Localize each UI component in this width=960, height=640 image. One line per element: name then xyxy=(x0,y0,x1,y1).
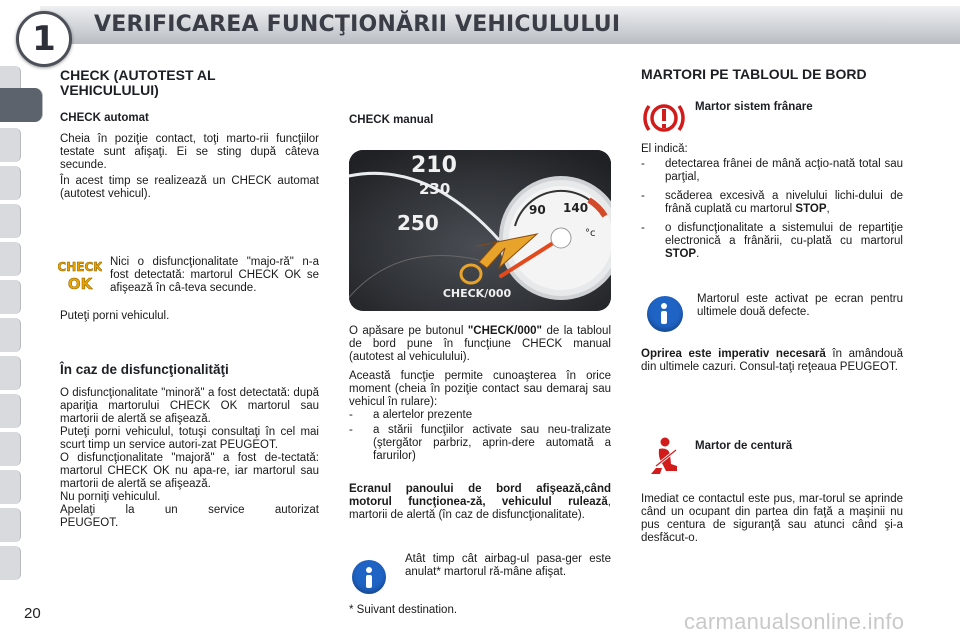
footnote: * Suivant destination. xyxy=(349,604,458,616)
malfunction-paragraph: Nu porniţi vehiculul. xyxy=(60,491,161,503)
chapter-tab[interactable] xyxy=(0,128,21,162)
chapter-number-badge: 1 xyxy=(16,11,72,67)
page-title: VERIFICAREA FUNCŢIONĂRII VEHICULULUI xyxy=(94,12,621,37)
malfunction-paragraph: O disfuncţionalitate "majoră" a fost de-tectată: martorul CHECK OK nu apa-re, iar martorul sau martorii de alertă se afişează. xyxy=(60,452,319,490)
check-button-label: CHECK/000 xyxy=(442,287,512,300)
seatbelt-icon xyxy=(646,436,682,476)
temp-label: 90 xyxy=(529,203,546,217)
info-icon xyxy=(352,560,386,594)
screen-alert-bold: Ecranul panoului de bord afişează,când motorul funcţionea-ză, vehiculul rulează xyxy=(349,483,611,508)
speed-label: 210 xyxy=(411,153,457,178)
check-ok-text: Nici o disfuncţionalitate "majo-ră" n-a fost detectată: martorul CHECK OK se afişează în câ-teva secunde. xyxy=(110,256,319,294)
chapter-tab[interactable] xyxy=(0,242,21,276)
press-button-name: "CHECK/000" xyxy=(467,325,543,337)
brake-warning-title: Martor sistem frânare xyxy=(695,101,813,113)
check-ok-icon xyxy=(58,256,102,292)
chapter-tab[interactable] xyxy=(0,432,21,466)
function-list-item: - a alertelor prezente xyxy=(349,409,473,421)
brake-condition-item: - detectarea frânei de mână acţio-nată total sau parţial, xyxy=(641,158,903,183)
chapter-tab-active[interactable] xyxy=(0,88,43,122)
malfunction-heading: În caz de disfuncţionalităţi xyxy=(60,362,229,377)
airbag-note: Atât timp cât airbag-ul pasa-ger este anulat* martorul ră-mâne afişat. xyxy=(405,553,611,578)
temp-unit-label: °c xyxy=(585,228,596,239)
dashboard-warnings-heading: MARTORI PE TABLOUL DE BORD xyxy=(641,66,867,82)
brake-condition-item: - o disfuncţionalitate a sistemului de repartiţie electronică a frânării, cu-plată cu martorul STOP. xyxy=(641,222,903,260)
watermark: carmanualsonline.info xyxy=(684,609,905,634)
indicates-label: El indică: xyxy=(641,143,688,155)
chapter-tab[interactable] xyxy=(0,280,21,314)
screen-alert-paragraph xyxy=(349,483,611,522)
info-icon xyxy=(647,296,683,332)
seatbelt-warning-title: Martor de centură xyxy=(695,440,793,452)
brake-warning-icon xyxy=(642,98,686,138)
check-button-paragraph xyxy=(349,325,611,364)
brake-conditions-list xyxy=(641,158,903,261)
seatbelt-warning-text: Imediat ce contactul este pus, mar-torul se aprinde când un ocupant din partea din faţă a maşinii nu pus centura de siguranţă sau atunci când şi-a desfăcut-o. xyxy=(641,493,903,544)
malfunction-paragraph: O disfuncţionalitate "minoră" a fost detectată: după apariţia martorului CHECK OK martorul sau martorii de alertă se afişează. xyxy=(60,387,319,425)
check-automat-title: CHECK automat xyxy=(60,112,149,124)
chapter-tab[interactable] xyxy=(0,318,21,352)
screen-alert-rest: , martorii de alertă (în caz de disfuncţionalitate). xyxy=(349,496,611,521)
chapter-tab[interactable] xyxy=(0,166,21,200)
speed-label: 250 xyxy=(397,211,439,235)
chapter-tab[interactable] xyxy=(0,546,21,580)
check-autotest-heading: CHECK (AUTOTEST AL VEHICULULUI) xyxy=(60,67,216,98)
warning-activation-note: Martorul este activat pe ecran pentru ultimele două defecte. xyxy=(697,293,903,318)
press-suffix: de la tabloul de bord pune în funcţiune CHECK manual (autotest al vehiculului). xyxy=(349,325,611,363)
brake-condition-item: - scăderea excesivă a nivelului lichi-dului de frână cuplată cu martorul STOP, xyxy=(641,190,903,215)
chapter-tab[interactable] xyxy=(0,508,21,542)
dashboard-gauge-image xyxy=(349,150,611,311)
check-ok-icon-line-2: OK xyxy=(67,275,93,292)
temp-label: 140 xyxy=(563,201,589,215)
chapter-tab[interactable] xyxy=(0,470,21,504)
press-prefix: O apăsare pe butonul xyxy=(349,325,468,337)
chapter-tab[interactable] xyxy=(0,204,21,238)
malfunction-paragraph: Puteţi porni vehiculul, totuşi consultaţi în cel mai scurt timp un service autori-zat PEUGEOT. xyxy=(60,426,319,451)
chapter-tab[interactable] xyxy=(0,394,21,428)
malfunction-paragraph: Apelaţi la un service autorizat PEUGEOT. xyxy=(60,504,319,529)
malfunction-text-block xyxy=(60,387,319,530)
function-list-item: - a stării funcţiilor activate sau neu-tralizate (ştergător parbriz, aprin-dere automată a farurilor) xyxy=(349,424,611,462)
check-automat-text-1: Cheia în poziţie contact, toţi marto-rii funcţiilor testate sunt afişaţi. Ei se sting după câteva secunde. xyxy=(60,133,319,171)
function-list xyxy=(349,409,611,463)
chapter-tab[interactable] xyxy=(0,356,21,390)
check-manual-title: CHECK manual xyxy=(349,114,434,126)
stop-required-paragraph xyxy=(641,348,903,374)
stop-required-bold: Oprirea este imperativ necesară xyxy=(641,348,826,360)
start-vehicle-text: Puteţi porni vehiculul. xyxy=(60,310,170,322)
function-intro-text: Această funcţie permite cunoaşterea în orice moment (cheia în poziţie contact sau demaraj sau vehicul în rulare): xyxy=(349,370,611,408)
check-ok-icon-line-1: CHECK xyxy=(58,260,102,274)
page-number: 20 xyxy=(24,605,41,622)
speed-label: 230 xyxy=(419,180,451,198)
check-automat-text-2: În acest timp se realizează un CHECK automat (autotest vehicul). xyxy=(60,175,319,200)
stop-required-rest: în amândouă din ultimele cazuri. Consul-taţi reţeaua PEUGEOT. xyxy=(641,348,903,373)
